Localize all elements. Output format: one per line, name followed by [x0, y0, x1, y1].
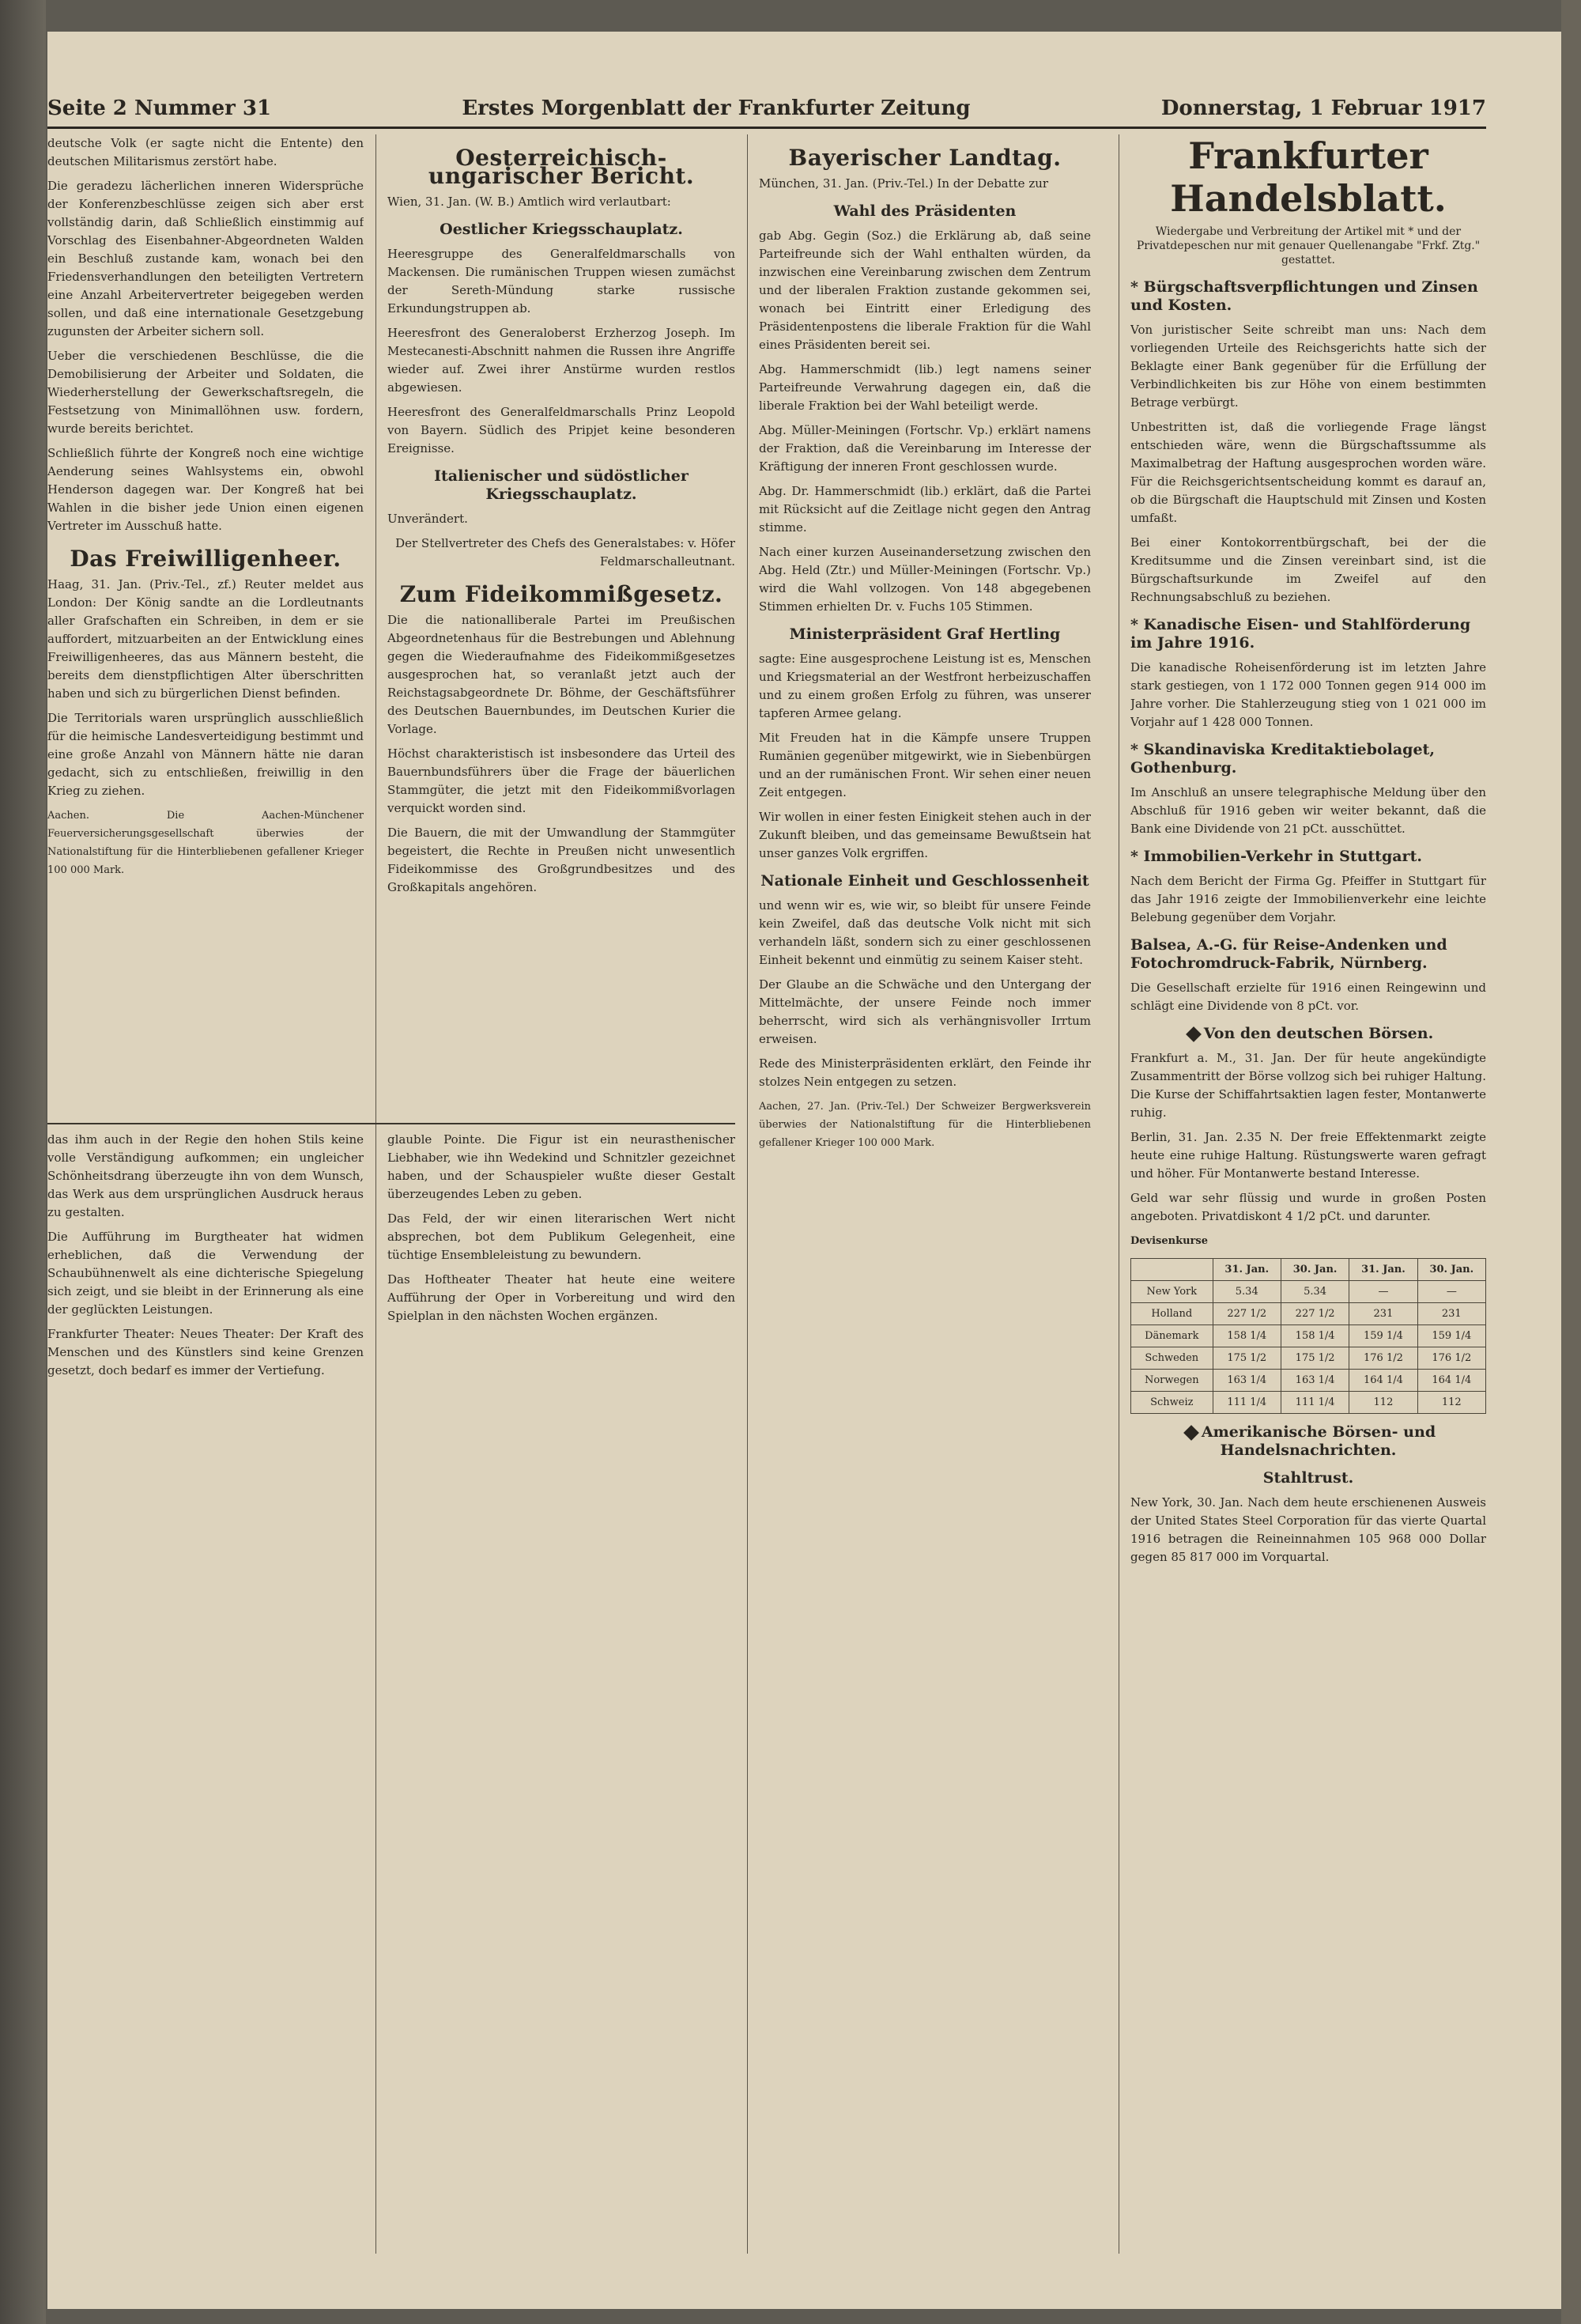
- article-text: Unverändert.: [387, 512, 468, 526]
- article-text: das ihm auch in der Regie den hohen Stils keine volle Verständigung aufkommen; ein ungleicher Schönheitsdrang überzeugte ihn von dem Wunsch, das Werk aus dem ursprünglichen Ausdruck heraus zu gestalten.: [47, 1132, 364, 1219]
- column-3: [759, 134, 1091, 2285]
- article-text: Die Territorials waren ursprünglich ausschließlich für die heimische Landesverteidigung bestimmt und eine große Anzahl von Männern hätte nie daran gedacht, sich zu entschließen, freiwillig in den Krieg zu ziehen.: [47, 711, 364, 798]
- table-cell: 227 1/2: [1213, 1303, 1281, 1325]
- table-row: [1131, 1370, 1486, 1392]
- table-cell: 163 1/4: [1213, 1370, 1281, 1392]
- article-text: Heeresgruppe des Generalfeldmarschalls von Mackensen. Die rumänischen Truppen wiesen zumächst der Sereth-Mündung starke russische Erkundungstruppen ab.: [387, 247, 735, 316]
- table-cell: 111 1/4: [1281, 1392, 1349, 1414]
- table-header-cell: 31. Jan.: [1349, 1259, 1417, 1281]
- table-cell: 112: [1417, 1392, 1485, 1414]
- article-text: glauble Pointe. Die Figur ist ein neurasthenischer Liebhaber, wie ihn Wedekind und Schnitzler gezeichnet haben, und der Schauspieler wußte dieser Gestalt überzeugendes Leben zu geben.: [387, 1132, 735, 1201]
- table-cell: —: [1349, 1281, 1417, 1303]
- article-text: Schließlich führte der Kongreß noch eine wichtige Aenderung seines Wahlsystems ein, obwohl Henderson dagegen war. Der Kongreß hat bei Wahlen in die bisher jede Union einen eigenen Vertreter im Ausschuß hatte.: [47, 446, 364, 533]
- article-text: Nach dem Bericht der Firma Gg. Pfeiffer in Stuttgart für das Jahr 1916 zeigte der Immobilienverkehr eine leichte Belebung gegenüber dem Vorjahr.: [1130, 874, 1486, 924]
- table-row: [1131, 1281, 1486, 1303]
- diamond-icon: [1186, 1026, 1202, 1042]
- table-cell: 159 1/4: [1349, 1325, 1417, 1347]
- table-cell: Holland: [1131, 1303, 1213, 1325]
- table-cell: New York: [1131, 1281, 1213, 1303]
- article-text: sagte: Eine ausgesprochene Leistung ist es, Menschen und Kriegsmaterial an der Westfront herbeizuschaffen und zu einem großen Erfolg zu führen, was unserer tapferen Armee gelang.: [759, 652, 1091, 720]
- table-cell: 176 1/2: [1417, 1347, 1485, 1370]
- table-row: [1131, 1392, 1486, 1414]
- article-text: Heeresfront des Generaloberst Erzherzog Joseph. Im Mestecanesti-Abschnitt nahmen die Russen ihre Angriffe wieder auf. Zwei ihrer Anstürme wurden restlos abgewiesen.: [387, 326, 735, 395]
- page-number: Seite 2 Nummer 31: [47, 96, 272, 120]
- article-text: Das Feld, der wir einen literarischen Wert nicht absprechen, bot dem Publikum Gelegenheit, eine tüchtige Ensembleleistung zu bewundern.: [387, 1211, 735, 1262]
- table-cell: 176 1/2: [1349, 1347, 1417, 1370]
- article-text: Frankfurt a. M., 31. Jan. Der für heute angekündigte Zusammentritt der Börse vollzog sich bei ruhiger Haltung. Die Kurse der Schiffahrtsaktien lagen fester, Montanwerte ruhig.: [1130, 1051, 1486, 1120]
- article-text: Abg. Müller-Meiningen (Fortschr. Vp.) erklärt namens der Fraktion, daß die Vereinbarung im Interesse der Kräftigung der inneren Front geschlossen wurde.: [759, 423, 1091, 474]
- article-heading: Zum Fideikommißgesetz.: [399, 581, 723, 607]
- feuilleton-column-2: [387, 1131, 735, 2254]
- table-cell: 5.34: [1281, 1281, 1349, 1303]
- table-cell: 231: [1417, 1303, 1485, 1325]
- table-cell: Dänemark: [1131, 1325, 1213, 1347]
- exchange-rate-table: [1130, 1258, 1486, 1414]
- subheading: * Immobilien-Verkehr in Stuttgart.: [1130, 848, 1422, 865]
- table-header-cell: [1131, 1259, 1213, 1281]
- article-heading: Oesterreichisch-ungarischer Bericht.: [428, 145, 695, 189]
- article-text: Frankfurter Theater: Neues Theater: Der Kraft des Menschen und des Künstlers sind keine Grenzen gesetzt, doch bedarf es immer der Vertiefung.: [47, 1327, 364, 1377]
- article-text: Bei einer Kontokorrentbürgschaft, bei der die Kreditsumme und die Zinsen vereinbart sind, ist die Bürgschaftsurkunde im Zweifel auf den Rechnungsabschluß zu beziehen.: [1130, 535, 1486, 604]
- article-text: gab Abg. Gegin (Soz.) die Erklärung ab, daß seine Parteifreunde sich der Wahl enthalten würden, da inzwischen eine Vereinbarung zwischen dem Zentrum und der liberalen Fraktion zustande gekommen sei, wonach bei Eintritt einer Erledigung des Präsidentenpostens die liberale Fraktion für die Wahl eines Präsidenten bereit sei.: [759, 229, 1091, 352]
- table-header-cell: 31. Jan.: [1213, 1259, 1281, 1281]
- table-header-cell: 30. Jan.: [1281, 1259, 1349, 1281]
- table-cell: 164 1/4: [1349, 1370, 1417, 1392]
- table-row: [1131, 1303, 1486, 1325]
- subheading: Balsea, A.-G. für Reise-Andenken und Fotochromdruck-Fabrik, Nürnberg.: [1130, 936, 1447, 972]
- table-cell: 175 1/2: [1281, 1347, 1349, 1370]
- table-cell: Schweiz: [1131, 1392, 1213, 1414]
- article-text: Abg. Hammerschmidt (lib.) legt namens seiner Parteifreunde Verwahrung dagegen ein, daß die liberale Fraktion bei der Wahl beteiligt werde.: [759, 362, 1091, 413]
- section-subtitle: Wiedergabe und Verbreitung der Artikel mit * und der Privatdepeschen nur mit genauer Quellenangabe "Frkf. Ztg." gestattet.: [1136, 225, 1481, 266]
- column-rule: [747, 134, 748, 2254]
- article-text: Abg. Dr. Hammerschmidt (lib.) erklärt, daß die Partei mit Rücksicht auf die Zeitlage nicht gegen den Antrag stimme.: [759, 484, 1091, 535]
- column-4: [1130, 134, 1486, 2285]
- table-body: [1131, 1281, 1486, 1414]
- subheading: * Bürgschaftsverpflichtungen und Zinsen und Kosten.: [1130, 278, 1478, 314]
- subheading: * Kanadische Eisen- und Stahlförderung im Jahre 1916.: [1130, 616, 1471, 652]
- notice-text: Aachen. Die Aachen-Münchener Feuerversicherungsgesellschaft überwies der Nationalstiftung für die Hinterbliebenen gefallener Krieger 100 000 Mark.: [47, 810, 364, 876]
- feuilleton-column-1: [47, 1131, 364, 2254]
- article-text: Höchst charakteristisch ist insbesondere das Urteil des Bauernbundsführers über die Frage der bäuerlichen Stammgüter, die jetzt mit den Fideikommißvorlagen verquickt worden sind.: [387, 746, 735, 815]
- page-edge: [1561, 0, 1581, 2324]
- issue-date: Donnerstag, 1 Februar 1917: [1160, 96, 1486, 120]
- article-text: Das Hoftheater Theater hat heute eine weitere Aufführung der Oper in Vorbereitung und wird den Spielplan in den nächsten Wochen ergänzen.: [387, 1272, 735, 1323]
- subheading: [1130, 1423, 1486, 1460]
- article-text: deutsche Volk (er sagte nicht die Entente) den deutschen Militarismus zerstört habe.: [47, 136, 364, 168]
- page-header: [47, 71, 1486, 129]
- table-cell: —: [1417, 1281, 1485, 1303]
- article-text: Geld war sehr flüssig und wurde in großen Posten angeboten. Privatdiskont 4 1/2 pCt. und darunter.: [1130, 1191, 1486, 1223]
- subheading: Ministerpräsident Graf Hertling: [789, 625, 1061, 643]
- table-cell: Norwegen: [1131, 1370, 1213, 1392]
- subheading: Italienischer und südöstlicher Kriegsschauplatz.: [434, 467, 689, 503]
- table-cell: 164 1/4: [1417, 1370, 1485, 1392]
- article-text: Mit Freuden hat in die Kämpfe unsere Truppen Rumänien gegenüber mitgewirkt, wie in Siebenbürgen und an der rumänischen Front. Wir sehen einer neuen Zeit entgegen.: [759, 731, 1091, 799]
- section-masthead: Frankfurter Handelsblatt.: [1170, 134, 1447, 220]
- table-cell: 5.34: [1213, 1281, 1281, 1303]
- table-cell: 158 1/4: [1213, 1325, 1281, 1347]
- diamond-icon: [1183, 1425, 1199, 1441]
- article-text: Die kanadische Roheisenförderung ist im letzten Jahre stark gestiegen, von 1 172 000 Tonnen gegen 914 000 im Jahre vorher. Die Stahlerzeugung stieg von 1 021 000 im Vorjahr auf 1 428 000 Tonnen.: [1130, 660, 1486, 729]
- article-text: Der Glaube an die Schwäche und den Untergang der Mittelmächte, der unsere Feinde noch immer beherrscht, wird sich als verhängnisvoller Irrtum erweisen.: [759, 977, 1091, 1046]
- table-cell: Schweden: [1131, 1347, 1213, 1370]
- article-text: Ueber die verschiedenen Beschlüsse, die die Demobilisierung der Arbeiter und Soldaten, die Wiederherstellung der Gewerkschaftsregeln, die Festsetzung von Minimallöhnen usw. fordern, wurde bereits berichtet.: [47, 349, 364, 436]
- article-text: Von juristischer Seite schreibt man uns: Nach dem vorliegenden Urteile des Reichsgerichts hatte sich der Beklagte einer Bank gegenüber für die Erfüllung der Verbindlichkeiten bis zur Höhe von einem bestimmten Betrage verbürgt.: [1130, 323, 1486, 410]
- table-cell: 111 1/4: [1213, 1392, 1281, 1414]
- article-text: Die Bauern, die mit der Umwandlung der Stammgüter begeistert, die Rechte in Preußen nicht unwesentlich Fideikommisse des Großgrundbesitzes und des Großkapitals angehören.: [387, 826, 735, 894]
- article-text: und wenn wir es, wie wir, so bleibt für unsere Feinde kein Zweifel, daß das deutsche Volk nicht mit sich verhandeln läßt, sondern sich zu einer geschlossenen Einheit bekennt und einmütig zu seinem Kaiser steht.: [759, 898, 1091, 967]
- section-divider: [47, 1123, 735, 1124]
- subheading-label: Von den deutschen Börsen.: [1203, 1025, 1434, 1042]
- article-text: Nach einer kurzen Auseinandersetzung zwischen den Abg. Held (Ztr.) und Müller-Meiningen (Fortschr. Vp.) wird die Wahl vollzogen. Von 148 abgegebenen Stimmen erhielten Dr. v. Fuchs 105 Stimmen.: [759, 545, 1091, 614]
- table-cell: 158 1/4: [1281, 1325, 1349, 1347]
- article-text: Unbestritten ist, daß die vorliegende Frage längst entschieden wäre, wenn die Bürgschaftssumme als Maximalbetrag der Haftung ausgesprochen worden wäre. Für die Reichsgerichtsentscheidung kommt es darauf an, ob die Bürgschaft die Hauptschuld mit Zinsen und Kosten umfaßt.: [1130, 420, 1486, 525]
- table-header-row: [1131, 1259, 1486, 1281]
- subheading: [1130, 1025, 1486, 1043]
- article-heading: Bayerischer Landtag.: [788, 145, 1062, 171]
- table-cell: 175 1/2: [1213, 1347, 1281, 1370]
- signoff: Der Stellvertreter des Chefs des Generalstabes: v. Höfer Feldmarschalleutnant.: [395, 536, 735, 569]
- column-rule: [375, 134, 376, 2254]
- article-text: Heeresfront des Generalfeldmarschalls Prinz Leopold von Bayern. Südlich des Pripjet keine besonderen Ereignisse.: [387, 405, 735, 455]
- article-text: Im Anschluß an unsere telegraphische Meldung über den Abschluß für 1916 geben wir weiter bekannt, daß die Bank eine Dividende von 21 pCt. ausschüttet.: [1130, 785, 1486, 836]
- article-text: Die geradezu lächerlichen inneren Widersprüche der Konferenzbeschlüsse zeigen sich aber erst vollständig darin, daß Schließlich einstimmig auf Vorschlag des Eisenbahner-Abgeordneten Walden ein Beschluß zustande kam, wonach bei den Friedensverhandlungen den beteiligten Vertretern eine Anzahl Arbeitervertreter beigegeben werden sollen, und daß eine internationale Gesetzgebung zugunsten der Arbeiter sichern soll.: [47, 179, 364, 338]
- subheading: Wahl des Präsidenten: [833, 202, 1017, 220]
- subheading-label: Amerikanische Börsen- und Handelsnachrichten.: [1201, 1423, 1436, 1459]
- subheading: Nationale Einheit und Geschlossenheit: [760, 872, 1089, 890]
- article-text: Wir wollen in einer festen Einigkeit stehen auch in der Zukunft bleiben, und das gemeinsame Bewußtsein hat unser ganzes Volk ergriffen.: [759, 810, 1091, 860]
- table-cell: 231: [1349, 1303, 1417, 1325]
- column-2: [387, 134, 735, 1123]
- subheading: * Skandinaviska Kreditaktiebolaget, Gothenburg.: [1130, 741, 1435, 777]
- subheading: Oestlicher Kriegsschauplatz.: [440, 221, 683, 238]
- subheading: Stahltrust.: [1262, 1469, 1354, 1487]
- table-caption: Devisenkurse: [1130, 1235, 1208, 1247]
- article-text: New York, 30. Jan. Nach dem heute erschienenen Ausweis der United States Steel Corporation für das vierte Quartal 1916 betragen die Reineinnahmen 105 968 000 Dollar gegen 85 817 000 im Vorquartal.: [1130, 1495, 1486, 1564]
- table-cell: 227 1/2: [1281, 1303, 1349, 1325]
- article-text: Die Gesellschaft erzielte für 1916 einen Reingewinn und schlägt eine Dividende von 8 pCt. vor.: [1130, 981, 1486, 1013]
- dateline: München, 31. Jan. (Priv.-Tel.) In der Debatte zur: [759, 176, 1049, 191]
- table-cell: 159 1/4: [1417, 1325, 1485, 1347]
- table-row: [1131, 1325, 1486, 1347]
- section-heading: Das Freiwilligenheer.: [70, 546, 341, 572]
- table-cell: 163 1/4: [1281, 1370, 1349, 1392]
- table-cell: 112: [1349, 1392, 1417, 1414]
- article-text: Berlin, 31. Jan. 2.35 N. Der freie Effektenmarkt zeigte heute eine ruhige Haltung. Rüstungswerte waren gefragt und höher. Für Montanwerte bestand Interesse.: [1130, 1130, 1486, 1181]
- table-header-cell: 30. Jan.: [1417, 1259, 1485, 1281]
- article-text: Rede des Ministerpräsidenten erklärt, den Feinde ihr stolzes Nein entgegen zu setzen.: [759, 1056, 1091, 1089]
- notice-text: Aachen, 27. Jan. (Priv.-Tel.) Der Schweizer Bergwerksverein überwies der Nationalstiftung für die Hinterbliebenen gefallener Krieger 100 000 Mark.: [759, 1101, 1091, 1149]
- table-row: [1131, 1347, 1486, 1370]
- article-text: Haag, 31. Jan. (Priv.-Tel., zf.) Reuter meldet aus London: Der König sandte an die Lordleutnants aller Grafschaften ein Schreiben, in dem er sie auffordert, mitzuarbeiten an der Entwicklung eines Freiwilligenheeres, das aus Männern besteht, die bereits dem dienstpflichtigen Alter überschritten haben und sich zu bürgerlichen Dienst befinden.: [47, 577, 364, 701]
- column-1: [47, 134, 364, 1123]
- article-text: Die die nationalliberale Partei im Preußischen Abgeordnetenhaus für die Bestrebungen und Ablehnung gegen die Wiederaufnahme des Fideikommißgesetzes ausgesprochen hat, so veranlaßt jetzt auch der Reichstagsabgeordnete Dr. Böhme, der Geschäftsführer des Deutschen Bauernbundes, im Deutschen Kurier die Vorlage.: [387, 613, 735, 736]
- binding-edge: [0, 0, 46, 2324]
- dateline: Wien, 31. Jan. (W. B.) Amtlich wird verlautbart:: [387, 195, 671, 209]
- masthead: Erstes Morgenblatt der Frankfurter Zeitung: [462, 96, 971, 120]
- article-text: Die Aufführung im Burgtheater hat widmen erheblichen, daß die Verwendung der Schaubühnenwelt als eine dichterische Spiegelung sich zeigt, und sie bleibt in der Erinnerung als eine der geglückten Leistungen.: [47, 1230, 364, 1317]
